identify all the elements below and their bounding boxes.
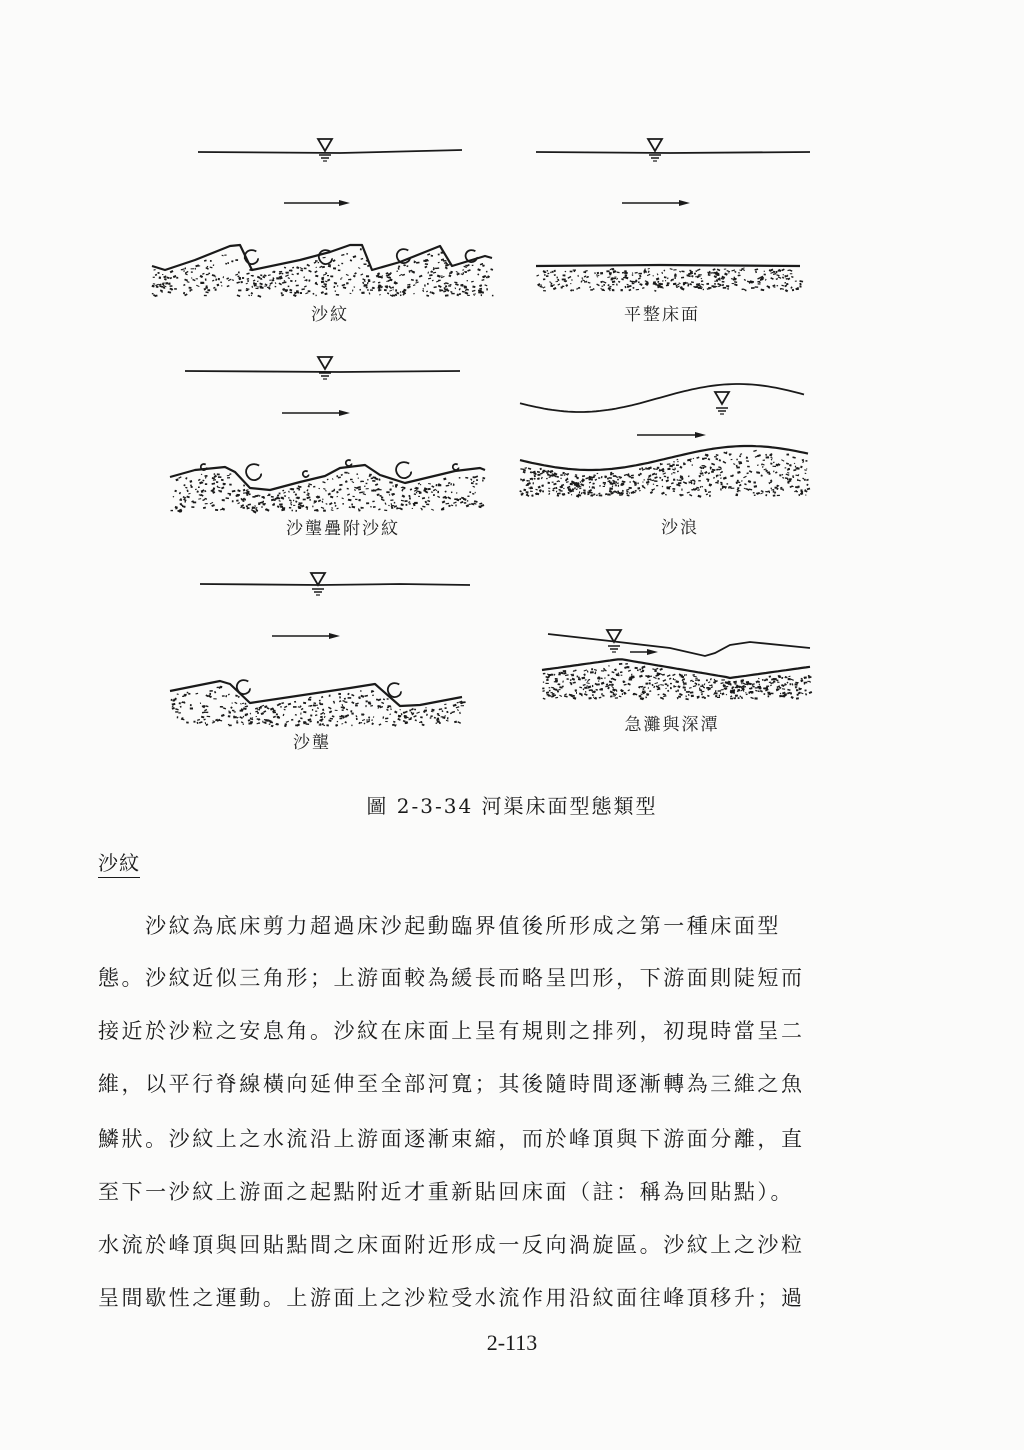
water-surface-line [200,584,470,585]
sediment-stipple [171,472,486,514]
bed-profile-line [520,446,808,470]
water-level-symbol-icon [715,392,729,414]
water-level-symbol-icon [648,139,662,161]
panel-label-antidunes: 沙浪 [661,518,699,538]
panel-label-dunes-with-ripples: 沙壟疊附沙紋 [286,519,400,539]
flow-direction-arrow-icon [622,200,690,206]
water-level-symbol-icon [318,139,332,161]
separation-vortex-icon [237,680,250,694]
page-number: 2-113 [486,1330,538,1355]
water-level-symbol-icon [311,573,325,595]
figure-panel-antidunes [510,360,820,550]
panel-label-ripples: 沙紋 [311,305,349,325]
body-line: 至下一沙紋上游面之起點附近才重新貼回床面（註：稱為回貼點）。 [98,1180,794,1204]
sediment-stipple [536,267,803,292]
flow-direction-arrow-icon [282,410,350,416]
figure-panel-chutes-and-pools [520,600,820,750]
flow-direction-arrow-icon [272,633,340,639]
separation-vortex-icon [246,464,261,480]
bed-profile-line [536,265,800,266]
figure-panel-dunes [150,560,510,760]
flow-direction-arrow-icon [630,649,658,655]
plane-bed-diagram [510,120,820,330]
flow-direction-arrow-icon [637,432,706,438]
water-surface-line [185,371,460,372]
body-line: 呈間歇性之運動。上游面上之沙粒受水流作用沿紋面往峰頂移升；過 [98,1286,805,1310]
panel-label-dunes: 沙壟 [293,733,331,753]
water-surface-line [536,152,810,153]
water-level-symbol-icon [318,357,332,379]
body-line: 維，以平行脊線橫向延伸至全部河寬；其後隨時間逐漸轉為三維之魚 [98,1072,805,1096]
water-surface-line [520,384,804,412]
figure-panel-plane-bed [510,120,820,330]
separation-vortex-icon [396,462,411,478]
body-line: 水流於峰頂與回貼點間之床面附近形成一反向渦旋區。沙紋上之沙粒 [98,1233,805,1257]
separation-vortex-icon [453,464,459,470]
body-line: 沙紋為底床剪力超過床沙起動臨界值後所形成之第一種床面型 [98,914,781,938]
sediment-stipple [519,450,810,498]
ripples-diagram [140,120,510,330]
flow-direction-arrow-icon [284,200,350,206]
body-line: 鱗狀。沙紋上之水流沿上游面逐漸束縮，而於峰頂與下游面分離，直 [98,1127,805,1151]
separation-vortex-icon [346,460,352,466]
separation-vortex-icon [388,683,401,697]
panel-label-chutes-and-pools: 急灘與深潭 [624,715,720,735]
bed-profile-line [542,659,810,678]
body-line: 態。沙紋近似三角形；上游面較為緩長而略呈凹形，下游面則陡短而 [98,966,805,990]
section-heading: 沙紋 [98,850,140,878]
bed-profile-line [170,681,462,706]
separation-vortex-icon [303,471,309,477]
figure-panel-dunes-with-ripples [140,350,510,550]
separation-vortex-icon [201,464,207,470]
water-surface-line [548,634,810,656]
panel-label-plane-bed: 平整床面 [624,305,700,325]
figure-caption: 圖 2-3-34 河渠床面型態類型 [366,794,658,818]
water-surface-line [198,150,462,153]
figure-panel-ripples [140,120,510,330]
body-line: 接近於沙粒之安息角。沙紋在床面上呈有規則之排列，初現時當呈二 [98,1019,805,1043]
